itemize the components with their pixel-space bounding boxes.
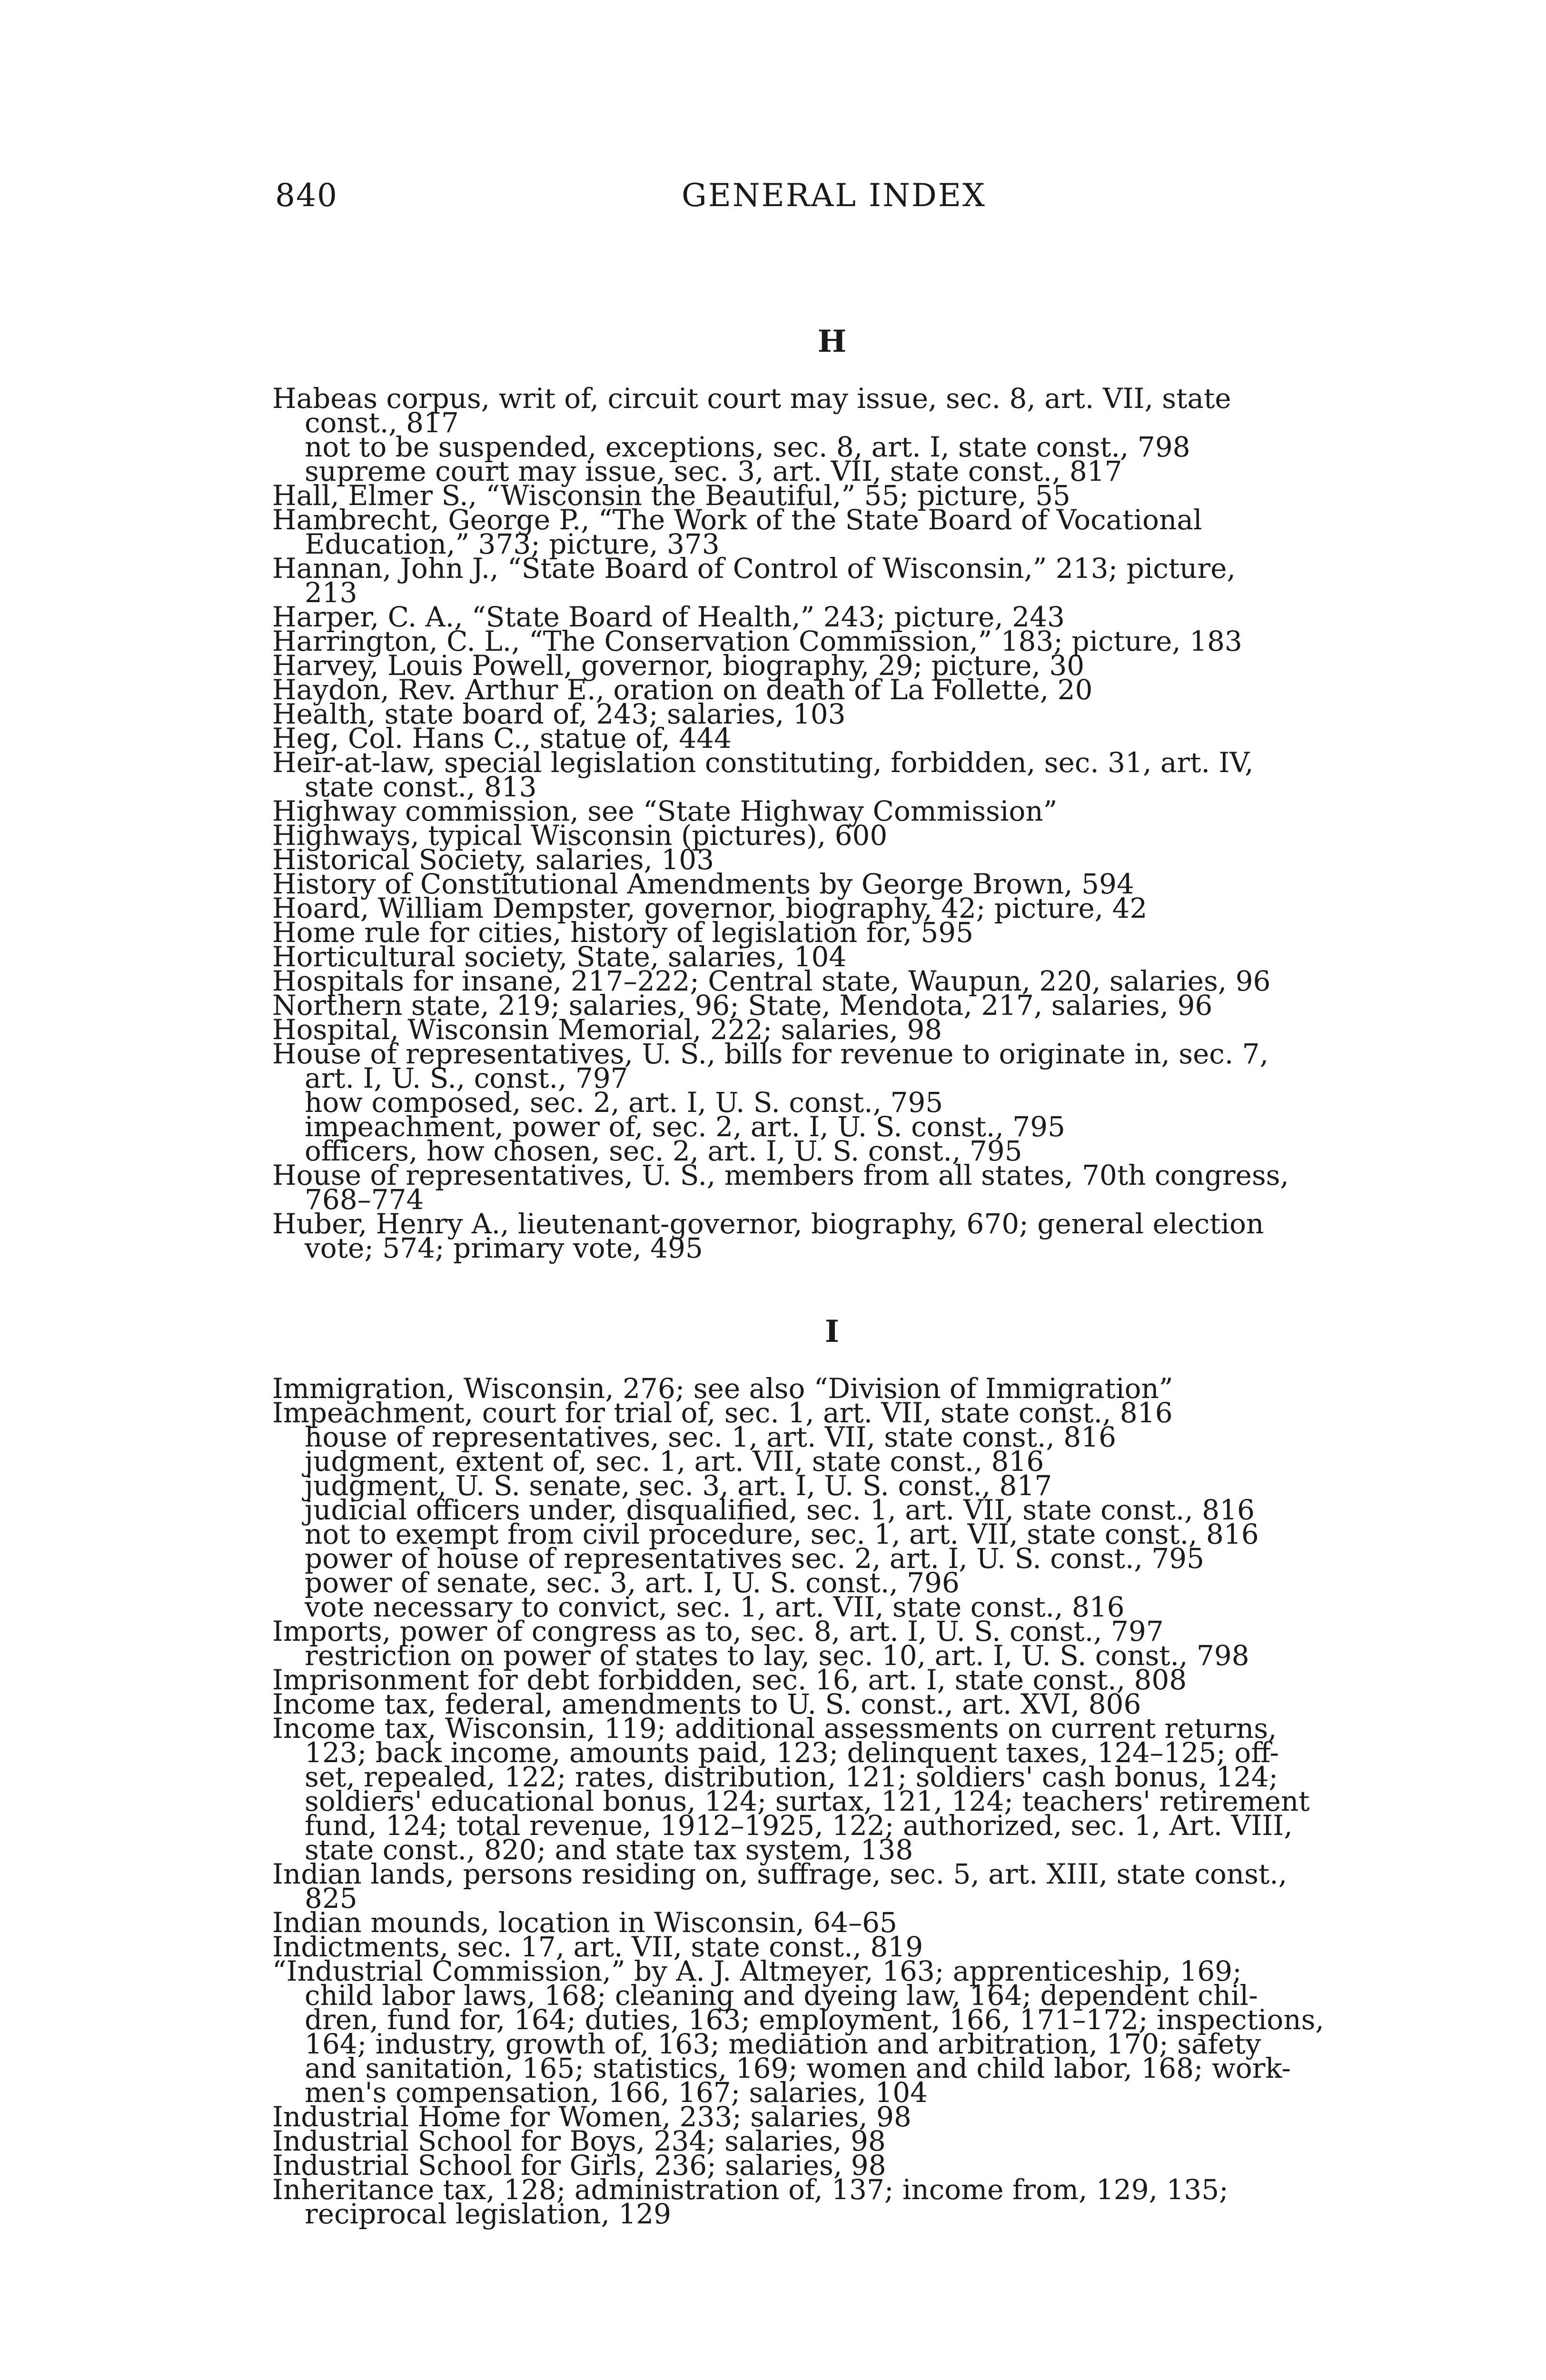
section-letter-h: H <box>817 324 847 359</box>
entry-line: not to exempt from civil procedure, sec. 1, art. VII, state const., 816 <box>305 1518 1259 1550</box>
entry-line: Historical Society, salaries, 103 <box>272 843 714 876</box>
entry-line: Hospitals for insane, 217–222; Central state, Waupun, 220, salaries, 96 <box>272 965 1271 997</box>
entry-line: Immigration, Wisconsin, 276; see also “Division of Immigration” <box>272 1372 1173 1405</box>
entry-line: house of representatives, sec. 1, art. VII, state const., 816 <box>305 1421 1116 1453</box>
entry-line: Indictments, sec. 17, art. VII, state const., 819 <box>272 1931 923 1963</box>
entry-line: officers, how chosen, sec. 2, art. I, U. S. const., 795 <box>305 1135 1022 1167</box>
entry-continuation-line: men's compensation, 166, 167; salaries, 104 <box>305 2076 928 2109</box>
entry-line: Hoard, William Dempster, governor, biography, 42; picture, 42 <box>272 892 1148 924</box>
entry-continuation-line: 123; back income, amounts paid, 123; delinquent taxes, 124–125; off- <box>305 1736 1279 1769</box>
entry-continuation-line: art. I, U. S., const., 797 <box>305 1062 628 1094</box>
entry-line: Huber, Henry A., lieutenant-governor, biography, 670; general election <box>272 1208 1264 1240</box>
index-entry <box>272 1858 1415 1914</box>
entry-continuation-line: vote; 574; primary vote, 495 <box>305 1232 703 1264</box>
entry-line: Hambrecht, George P., “The Work of the State Board of Vocational <box>272 504 1202 536</box>
entry-line: Horticultural society, State, salaries, 104 <box>272 941 847 973</box>
entry-continuation-line: const., 817 <box>305 407 459 439</box>
entry-line: Health, state board of, 243; salaries, 103 <box>272 698 846 730</box>
entry-line: how composed, sec. 2, art. I, U. S. const., 795 <box>305 1086 943 1119</box>
entry-line: judicial officers under, disqualified, sec. 1, art. VII, state const., 816 <box>305 1494 1255 1526</box>
index-entry <box>272 1712 1415 1866</box>
entry-line: Income tax, Wisconsin, 119; additional assessments on current returns, <box>272 1712 1277 1745</box>
entry-line: impeachment, power of, sec. 2, art. I, U. S. const., 795 <box>305 1111 1065 1143</box>
entry-line: Inheritance tax, 128; administration of, 137; income from, 129, 135; <box>272 2173 1229 2206</box>
entry-line: Industrial Home for Women, 233; salaries, 98 <box>272 2101 912 2133</box>
entry-line: power of house of representatives sec. 2, art. I, U. S. const., 795 <box>305 1542 1204 1575</box>
entry-continuation-line: fund, 124; total revenue, 1912–1925, 122; authorized, sec. 1, Art. VIII, <box>305 1809 1293 1842</box>
entry-line: Indian lands, persons residing on, suffrage, sec. 5, art. XIII, state const., <box>272 1858 1288 1890</box>
entry-line: power of senate, sec. 3, art. I, U. S. const., 796 <box>305 1567 960 1599</box>
entry-line: Haydon, Rev. Arthur E., oration on death of La Follette, 20 <box>272 674 1093 706</box>
entry-line: Income tax, federal, amendments to U. S. const., art. XVI, 806 <box>272 1688 1141 1720</box>
index-entry <box>272 382 1415 439</box>
entry-line: Imports, power of congress as to, sec. 8, art. I, U. S. const., 797 <box>272 1615 1164 1647</box>
entry-line: vote necessary to convict, sec. 1, art. VII, state const., 816 <box>305 1591 1125 1623</box>
entry-line: Heg, Col. Hans C., statue of, 444 <box>272 722 732 754</box>
entry-line: Hannan, John J., “State Board of Control of Wisconsin,” 213; picture, <box>272 552 1236 585</box>
entry-line: judgment, extent of, sec. 1, art. VII, state const., 816 <box>305 1445 1044 1478</box>
entry-line: Home rule for cities, history of legislation for, 595 <box>272 916 974 949</box>
running-head <box>0 177 1546 220</box>
index-entry <box>272 552 1415 609</box>
entry-line: Indian mounds, location in Wisconsin, 64–65 <box>272 1906 897 1939</box>
page-number: 840 <box>275 177 338 214</box>
entry-line: Industrial School for Girls, 236; salaries, 98 <box>272 2149 886 2182</box>
entry-continuation-line: 213 <box>305 576 357 609</box>
entry-line: judgment, U. S. senate, sec. 3, art. I, U. S. const., 817 <box>305 1469 1052 1502</box>
entry-line: House of representatives, U. S., members from all states, 70th congress, <box>272 1159 1289 1191</box>
entry-line: supreme court may issue, sec. 3, art. VII, state const., 817 <box>305 455 1122 487</box>
entry-continuation-line: and sanitation, 165; statistics, 169; women and child labor, 168; work- <box>305 2052 1291 2084</box>
entry-line: Imprisonment for debt forbidden, sec. 16, art. I, state const., 808 <box>272 1664 1187 1696</box>
entry-continuation-line: state const., 813 <box>305 771 537 803</box>
entry-line: Harper, C. A., “State Board of Health,” 243; picture, 243 <box>272 601 1065 633</box>
entry-line: Hospital, Wisconsin Memorial, 222; salaries, 98 <box>272 1013 942 1046</box>
index-entry <box>272 1955 1415 2109</box>
entry-line: “Industrial Commission,” by A. J. Altmeyer, 163; apprenticeship, 169; <box>272 1955 1242 1987</box>
entry-continuation-line: soldiers' educational bonus, 124; surtax, 121, 124; teachers' retirement <box>305 1785 1310 1817</box>
entry-continuation-line: dren, fund for, 164; duties, 163; employment, 166, 171–172; inspections, <box>305 2003 1324 2036</box>
entry-line: Habeas corpus, writ of, circuit court may issue, sec. 8, art. VII, state <box>272 382 1231 415</box>
section-i-entries <box>272 1372 1415 2230</box>
entry-continuation-line: 164; industry, growth of, 163; mediation and arbitration, 170; safety <box>305 2028 1261 2060</box>
entry-line: Harvey, Louis Powell, governor, biography, 29; picture, 30 <box>272 649 1085 682</box>
entry-line: restriction on power of states to lay, sec. 10, art. I, U. S. const., 798 <box>305 1639 1249 1672</box>
entry-line: Industrial School for Boys, 234; salaries, 98 <box>272 2125 886 2157</box>
entry-continuation-line: set, repealed, 122; rates, distribution, 121; soldiers' cash bonus, 124; <box>305 1761 1278 1793</box>
entry-continuation-line: reciprocal legislation, 129 <box>305 2198 672 2230</box>
index-entry <box>272 746 1415 803</box>
section-h-entries <box>272 382 1415 1264</box>
entry-line: Harrington, C. L., “The Conservation Commission,” 183; picture, 183 <box>272 625 1242 657</box>
entry-line: History of Constitutional Amendments by George Brown, 594 <box>272 868 1134 900</box>
entry-line: Northern state, 219; salaries, 96; State, Mendota, 217, salaries, 96 <box>272 989 1213 1021</box>
entry-continuation-line: 825 <box>305 1882 357 1914</box>
entry-line: Impeachment, court for trial of, sec. 1, art. VII, state const., 816 <box>272 1397 1173 1429</box>
index-entry <box>272 1208 1415 1264</box>
entry-continuation-line: child labor laws, 168; cleaning and dyeing law, 164; dependent chil- <box>305 1979 1258 2012</box>
page-title: GENERAL INDEX <box>682 177 986 214</box>
entry-line: Highways, typical Wisconsin (pictures), 600 <box>272 819 888 852</box>
section-letter-i: I <box>825 1314 839 1349</box>
index-entry <box>272 1038 1415 1094</box>
index-entry <box>272 1159 1415 1216</box>
entry-continuation-line: state const., 820; and state tax system, 138 <box>305 1834 913 1866</box>
entry-line: not to be suspended, exceptions, sec. 8, art. I, state const., 798 <box>305 431 1190 463</box>
entry-line: Highway commission, see “State Highway Commission” <box>272 795 1058 827</box>
index-entry <box>272 2173 1415 2230</box>
index-entry <box>272 504 1415 560</box>
entry-continuation-line: Education,” 373; picture, 373 <box>305 528 720 560</box>
entry-continuation-line: 768–774 <box>305 1183 424 1216</box>
entry-line: House of representatives, U. S., bills for revenue to originate in, sec. 7, <box>272 1038 1269 1070</box>
entry-line: Heir-at-law, special legislation constituting, forbidden, sec. 31, art. IV, <box>272 746 1254 779</box>
entry-line: Hall, Elmer S., “Wisconsin the Beautiful,” 55; picture, 55 <box>272 479 1070 512</box>
